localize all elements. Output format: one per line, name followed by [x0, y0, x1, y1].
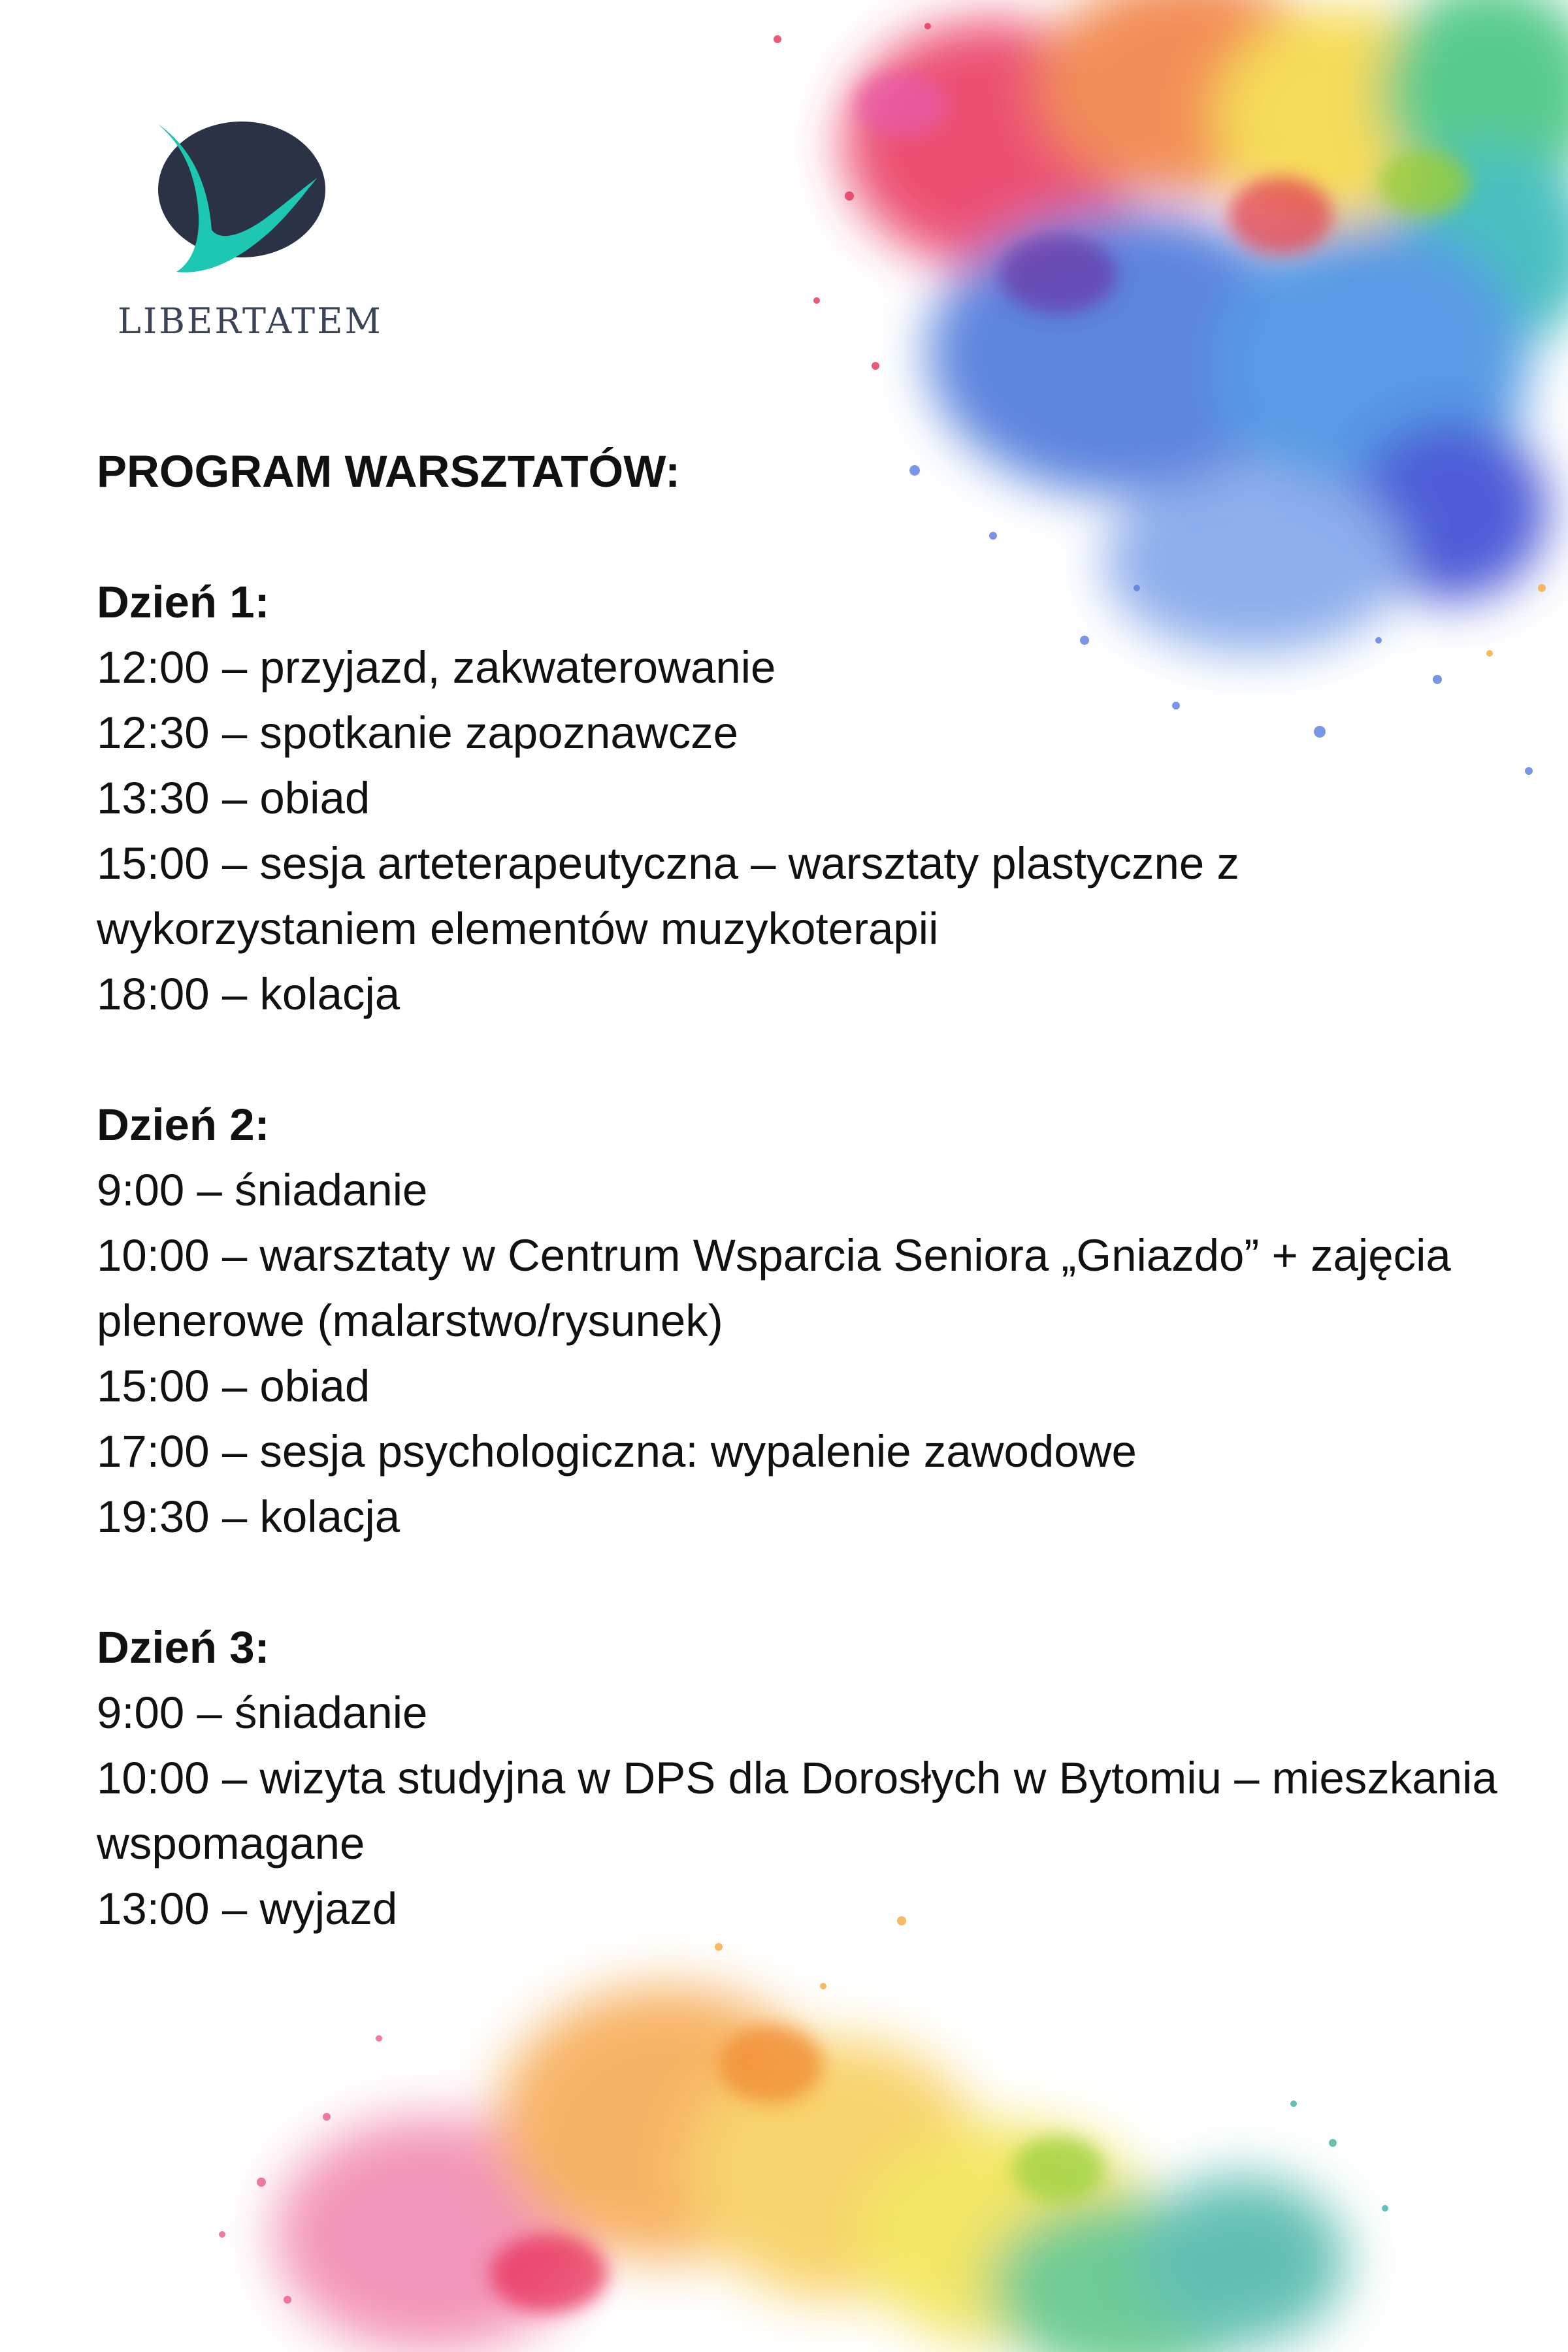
- schedule-entry: 9:00 – śniadanie: [97, 1688, 428, 1738]
- schedule-entry: 13:30 – obiad: [97, 773, 370, 823]
- day-1-heading: Dzień 1:: [97, 577, 270, 627]
- schedule-entry: 19:30 – kolacja: [97, 1492, 400, 1542]
- schedule-entry: 15:00 – sesja arteterapeutyczna – warsztaty plastyczne z wykorzystaniem elementów muzykoterapii: [97, 838, 1239, 954]
- day-1-schedule: [97, 635, 1501, 1027]
- day-3-heading: Dzień 3:: [97, 1622, 270, 1673]
- day-3-schedule: [97, 1680, 1501, 1942]
- brand-name: LIBERTATEM: [118, 301, 383, 342]
- libertatem-logo: [118, 118, 383, 346]
- schedule-entry: 10:00 – wizyta studyjna w DPS dla Dorosłych w Bytomiu – mieszkania wspomagane: [97, 1753, 1497, 1869]
- schedule-entry: 12:30 – spotkanie zapoznawcze: [97, 708, 739, 758]
- day-2-heading: Dzień 2:: [97, 1100, 270, 1150]
- schedule-entry: 12:00 – przyjazd, zakwaterowanie: [97, 642, 776, 693]
- schedule-entry: 15:00 – obiad: [97, 1361, 370, 1411]
- day-3-section: [97, 1615, 1501, 1942]
- schedule-entry: 10:00 – warsztaty w Centrum Wsparcia Seniora „Gniazdo” + zajęcia plenerowe (malarstwo/rysunek): [97, 1230, 1451, 1346]
- day-2-section: [97, 1092, 1501, 1550]
- logo-mark-icon: [144, 118, 340, 287]
- day-1-section: [97, 570, 1501, 1027]
- program-title: PROGRAM WARSZTATÓW:: [97, 446, 681, 497]
- schedule-entry: 18:00 – kolacja: [97, 969, 400, 1019]
- schedule-entry: 13:00 – wyjazd: [97, 1884, 398, 1934]
- schedule-entry: 17:00 – sesja psychologiczna: wypalenie zawodowe: [97, 1426, 1137, 1477]
- program-content: [97, 439, 1501, 1942]
- schedule-entry: 9:00 – śniadanie: [97, 1165, 428, 1215]
- day-2-schedule: [97, 1158, 1501, 1550]
